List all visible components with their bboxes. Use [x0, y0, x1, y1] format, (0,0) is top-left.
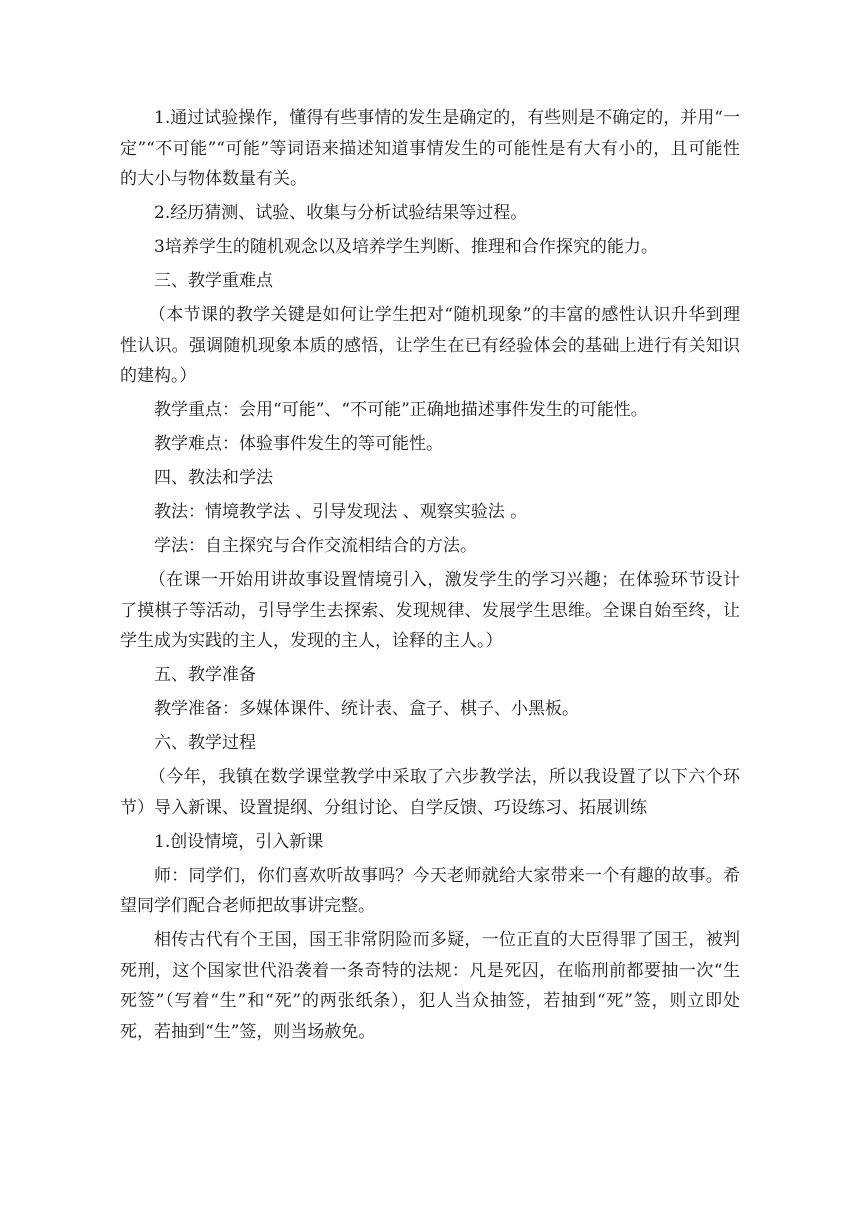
- section-heading-6: 六、教学过程: [154, 733, 256, 753]
- paragraph-learning-method: 学法：自主探究与合作交流相结合的方法。: [154, 536, 477, 556]
- document-page: [120, 103, 740, 1051]
- section-heading-4: 四、教法和学法: [154, 468, 273, 488]
- paragraph-keypoint: 教学重点：会用“可能”、“不可能”正确地描述事件发生的可能性。: [154, 400, 648, 420]
- paragraph-goal-1: 1.通过试验操作，懂得有些事情的发生是确定的，有些则是不确定的，并用“一定”“不可能”“可能”等词语来描述知道事情发生的可能性是有大有小的，且可能性的大小与物体数量有关。: [120, 108, 740, 189]
- paragraph-goal-3: 3培养学生的随机观念以及培养学生判断、推理和合作探究的能力。: [154, 237, 658, 257]
- section-heading-3: 三、教学重难点: [154, 271, 273, 291]
- paragraph-goal-2: 2.经历猜测、试验、收集与分析试验结果等过程。: [154, 203, 528, 223]
- paragraph-method-note: （在课一开始用讲故事设置情境引入，激发学生的学习兴趣；在体验环节设计了摸棋子等活动，引导学生去探索、发现规律、发展学生思维。全课自始至终，让学生成为实践的主人，发现的主人，诠释的主人。）: [120, 570, 740, 651]
- paragraph-preparation: 教学准备：多媒体课件、统计表、盒子、棋子、小黑板。: [154, 699, 579, 719]
- paragraph-difficulty: 教学难点：体验事件发生的等可能性。: [154, 434, 443, 454]
- paragraph-process-note: （今年，我镇在数学课堂教学中采取了六步教学法，所以我设置了以下六个环节）导入新课、设置提纲、分组讨论、自学反馈、巧设练习、拓展训练: [120, 767, 740, 818]
- paragraph-story: 相传古代有个王国，国王非常阴险而多疑，一位正直的大臣得罪了国王，被判死刑，这个国家世代沿袭着一条奇特的法规：凡是死囚，在临刑前都要抽一次“生死签”（写着“生”和“死”的两张纸条），犯人当众抽签，若抽到“死”签，则立即处死，若抽到“生”签，则当场赦免。: [120, 930, 740, 1042]
- paragraph-teacher-line: 师：同学们，你们喜欢听故事吗？今天老师就给大家带来一个有趣的故事。希望同学们配合老师把故事讲完整。: [120, 865, 740, 916]
- section-heading-5: 五、教学准备: [154, 665, 256, 685]
- paragraph-teaching-method: 教法：情境教学法 、引导发现法 、观察实验法 。: [154, 502, 528, 522]
- paragraph-keypoint-note: （本节课的教学关键是如何让学生把对“随机现象”的丰富的感性认识升华到理性认识。强调随机现象本质的感悟，让学生在已有经验体会的基础上进行有关知识的建构。）: [120, 305, 740, 386]
- paragraph-step-1: 1.创设情境，引入新课: [154, 831, 324, 852]
